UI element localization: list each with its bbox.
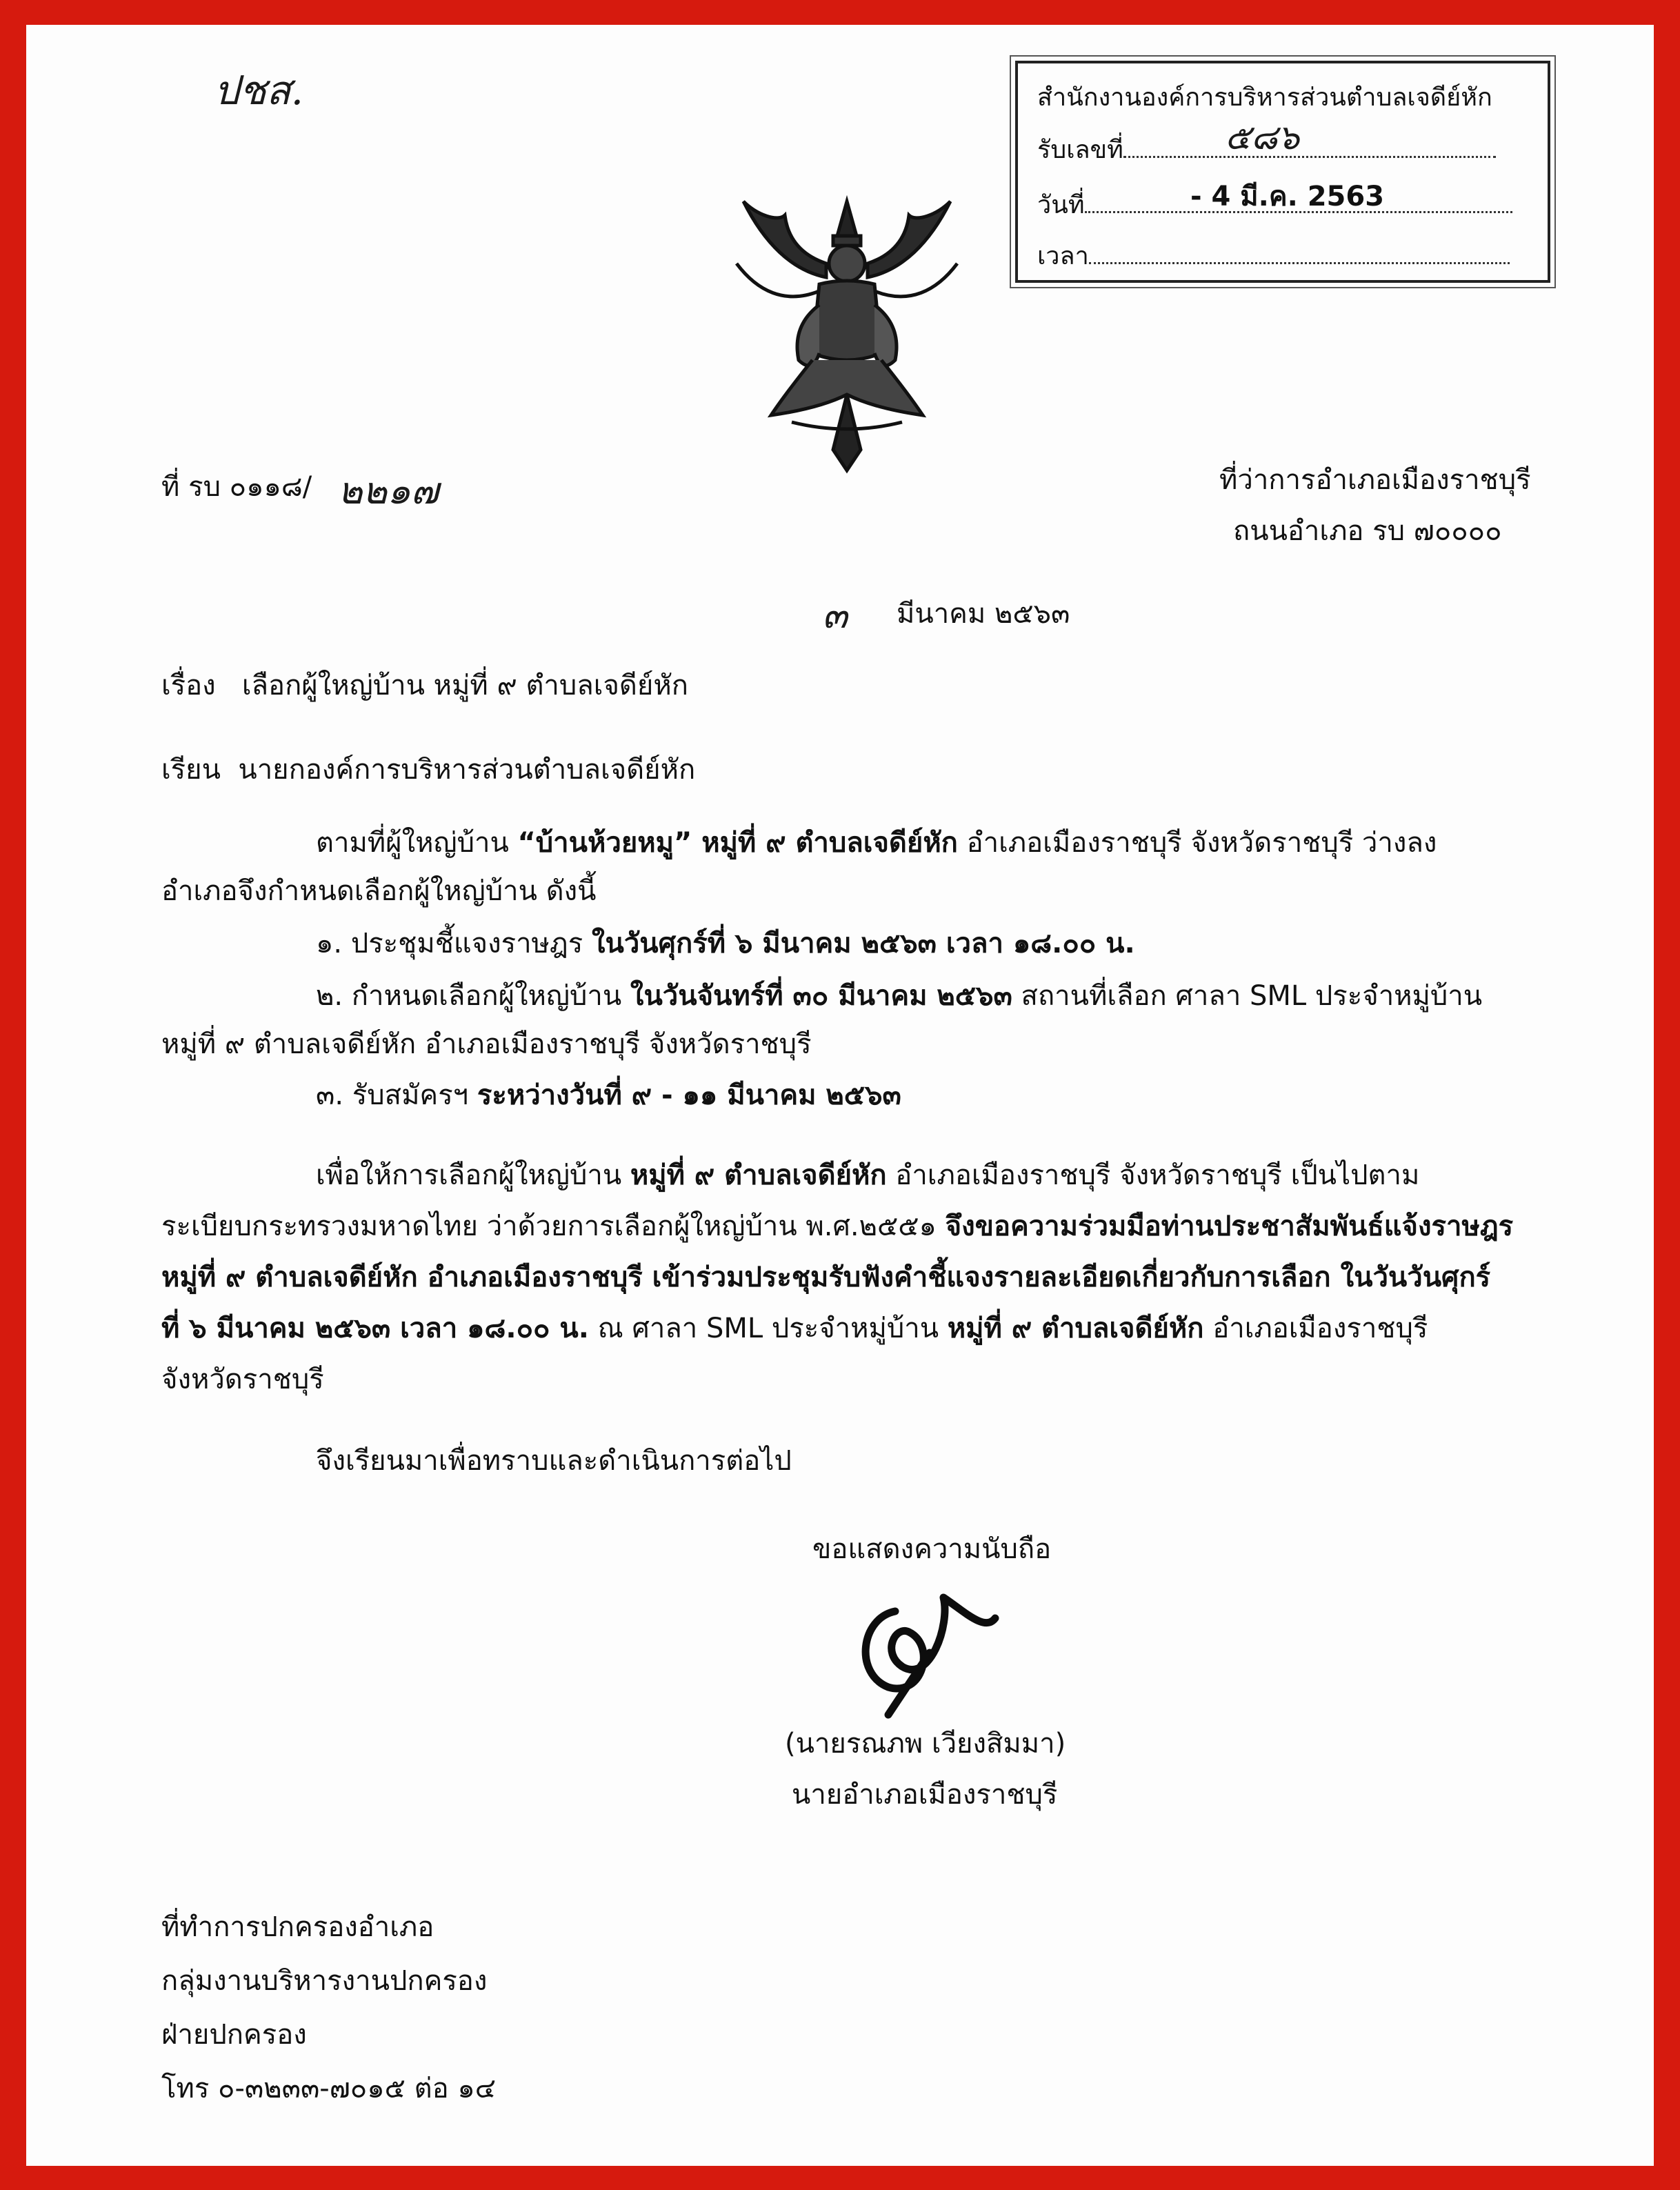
- para1-line2: อำเภอจึงกำหนดเลือกผู้ใหญ่บ้าน ดังนี้: [161, 875, 597, 907]
- reference-handwritten-number: ๒๒๑๗: [338, 469, 439, 512]
- footer-line1: ที่ทำการปกครองอำเภอ: [161, 1911, 434, 1943]
- para2-l1-c: อำเภอเมืองราชบุรี จังหวัดราชบุรี เป็นไปตาม: [886, 1159, 1420, 1191]
- item-3: [316, 1076, 901, 1115]
- para2-l1-a: เพื่อให้การเลือกผู้ใหญ่บ้าน: [316, 1159, 630, 1191]
- para2-l4-d: อำเภอเมืองราชบุรี: [1203, 1313, 1428, 1344]
- date-day-handwritten: ๓: [822, 593, 848, 637]
- para2-line1: [316, 1156, 1419, 1195]
- item-3-text: ๓. รับสมัครฯ: [316, 1079, 477, 1111]
- item-2: [316, 977, 1482, 1015]
- recipient-line: [161, 750, 695, 789]
- subject-text: เลือกผู้ใหญ่บ้าน หมู่ที่ ๙ ตำบลเจดีย์หัก: [241, 670, 688, 701]
- recipient-label: เรียน: [161, 754, 221, 786]
- corner-handwritten-note: ปชส.: [214, 67, 304, 114]
- item-2-place: สถานที่เลือก ศาลา SML ประจำหมู่บ้าน: [1012, 980, 1483, 1012]
- garuda-emblem: [716, 188, 978, 477]
- para2-line3: หมู่ที่ ๙ ตำบลเจดีย์หัก อำเภอเมืองราชบุรี เข้าร่วมประชุมรับฟังคำชี้แจงรายละเอียดเกี่ยวกับการเลือก ในวันวันศุกร์: [161, 1262, 1491, 1293]
- reference-prefix: ที่ รบ ๐๑๑๘/: [161, 471, 312, 503]
- stamp-date-value: - 4 มี.ค. 2563: [1190, 181, 1385, 212]
- regards-line: ขอแสดงความนับถือ: [812, 1533, 1052, 1565]
- item-2-date: ในวันจันทร์ที่ ๓๐ มีนาคม ๒๕๖๓: [630, 980, 1012, 1012]
- stamp-office-name: สำนักงานองค์การบริหารส่วนตำบลเจดีย์หัก: [1037, 83, 1492, 112]
- stamp-receipt-number: ๕๘๖: [1225, 117, 1300, 157]
- item-1: [316, 924, 1135, 963]
- reference-number: [161, 468, 312, 506]
- para1-line1: [316, 824, 1437, 862]
- para2-l4-a: ที่ ๖ มีนาคม ๒๕๖๓ เวลา ๑๘.๐๐ น.: [161, 1313, 589, 1344]
- item-2-line2: หมู่ที่ ๙ ตำบลเจดีย์หัก อำเภอเมืองราชบุรี จังหวัดราชบุรี: [161, 1028, 812, 1060]
- para1-text-a: ตามที่ผู้ใหญ่บ้าน: [316, 827, 518, 859]
- item-3-dates: ระหว่างวันที่ ๙ - ๑๑ มีนาคม ๒๕๖๓: [477, 1079, 901, 1111]
- signature: [847, 1570, 1012, 1722]
- signatory-name: (นายรณภพ เวียงสิมมา): [785, 1728, 1066, 1760]
- stamp-date-label: วันที่: [1037, 191, 1085, 219]
- footer-line3: ฝ่ายปกครอง: [161, 2019, 307, 2051]
- subject-line: [161, 666, 688, 705]
- document-page: [26, 25, 1654, 2166]
- para2-l4-c: หมู่ที่ ๙ ตำบลเจดีย์หัก: [947, 1313, 1204, 1344]
- para2-line4: [161, 1309, 1428, 1348]
- para2-l2-b: จึงขอความร่วมมือท่านประชาสัมพันธ์แจ้งราษฎร: [945, 1211, 1514, 1242]
- para2-line2: [161, 1207, 1513, 1246]
- stamp-receipt-label: รับเลขที่: [1037, 136, 1123, 164]
- subject-label: เรื่อง: [161, 670, 216, 701]
- sender-address-line2: ถนนอำเภอ รบ ๗๐๐๐๐: [1233, 515, 1502, 547]
- closing-sentence: จึงเรียนมาเพื่อทราบและดำเนินการต่อไป: [316, 1445, 792, 1477]
- para2-l2-a: ระเบียบกระทรวงมหาดไทย ว่าด้วยการเลือกผู้ใหญ่บ้าน พ.ศ.๒๕๕๑: [161, 1211, 946, 1242]
- para1-text-c: อำเภอเมืองราชบุรี จังหวัดราชบุรี ว่างลง: [957, 827, 1437, 859]
- para2-line5: จังหวัดราชบุรี: [161, 1364, 324, 1395]
- recipient-text: นายกองค์การบริหารส่วนตำบลเจดีย์หัก: [238, 754, 696, 786]
- signatory-position: นายอำเภอเมืองราชบุรี: [792, 1779, 1058, 1811]
- item-1-text: ๑. ประชุมชี้แจงราษฎร: [316, 928, 592, 959]
- item-2-text: ๒. กำหนดเลือกผู้ใหญ่บ้าน: [316, 980, 630, 1012]
- stamp-time-label: เวลา: [1037, 242, 1089, 270]
- sender-address-line1: ที่ว่าการอำเภอเมืองราชบุรี: [1219, 464, 1531, 496]
- footer-line2: กลุ่มงานบริหารงานปกครอง: [161, 1965, 488, 1997]
- footer-phone: โทร ๐-๓๒๓๓-๗๐๑๕ ต่อ ๑๔: [161, 2073, 496, 2104]
- stamp-time-row: [1037, 236, 1510, 275]
- item-1-date: ในวันศุกร์ที่ ๖ มีนาคม ๒๕๖๓ เวลา ๑๘.๐๐ น.: [591, 928, 1135, 959]
- para1-text-b: “บ้านห้วยหมู” หมู่ที่ ๙ ตำบลเจดีย์หัก: [517, 827, 958, 859]
- date-month-year: มีนาคม ๒๕๖๓: [897, 598, 1070, 630]
- para2-l1-b: หมู่ที่ ๙ ตำบลเจดีย์หัก: [630, 1159, 887, 1191]
- para2-l4-b: ณ ศาลา SML ประจำหมู่บ้าน: [588, 1313, 948, 1344]
- receiving-stamp: [1015, 61, 1550, 283]
